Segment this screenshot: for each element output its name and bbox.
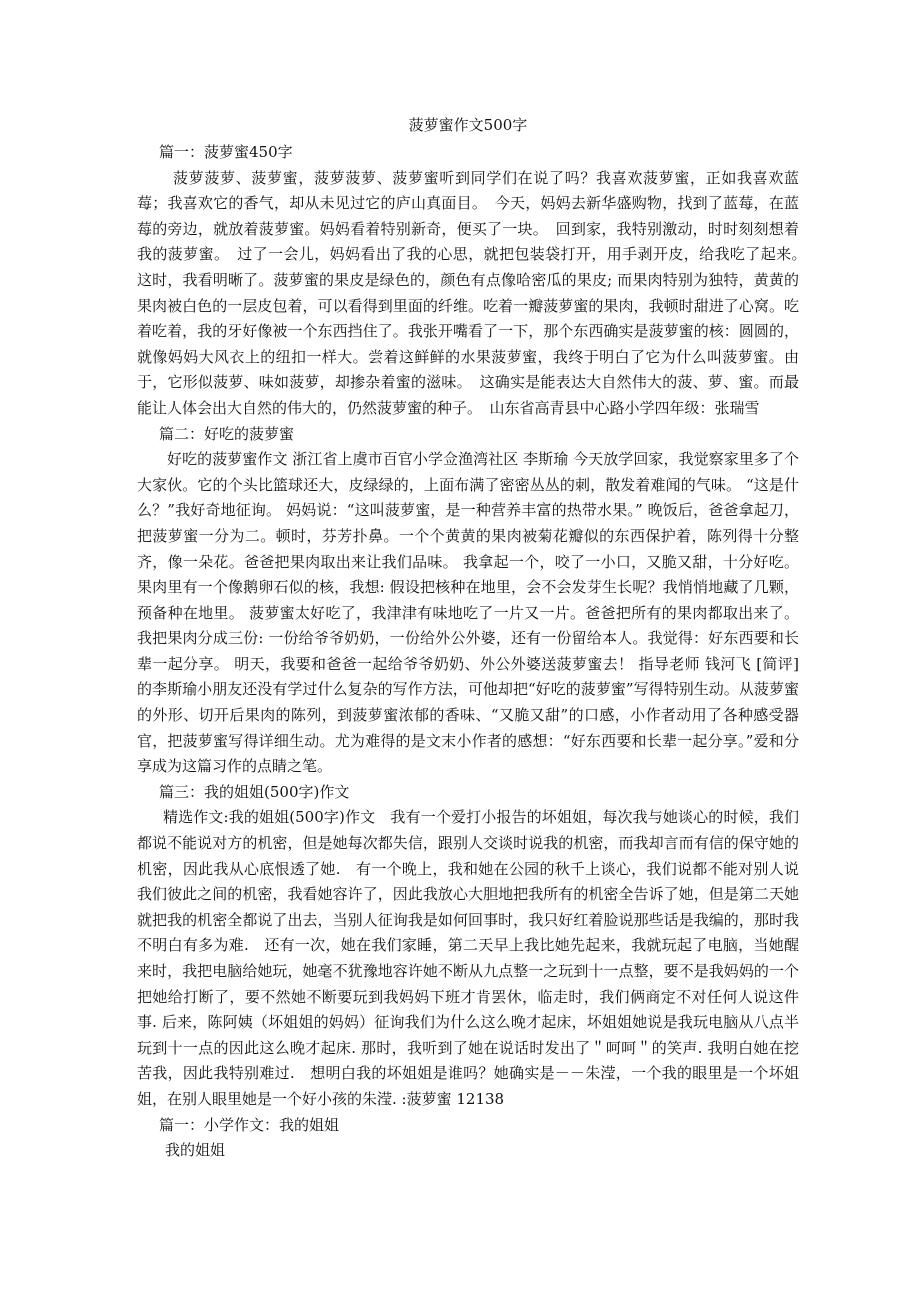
section-3-heading: 篇三：我的姐姐(500字)作文 [159,782,350,801]
document-title: 菠萝蜜作文500字 [408,116,528,134]
trailing-section-heading: 篇一：小学作文：我的姐姐 [159,1115,340,1134]
section-1-heading: 篇一：菠萝蜜450字 [159,143,293,161]
trailing-subheading: 我的姐姐 [165,1141,226,1160]
section-2-heading: 篇二：好吃的菠萝蜜 [159,424,295,443]
section-3-body: 精选作文:我的姐姐(500字)作文 我有一个爱打小报告的坏姐姐，每次我与她谈心的时候，我们都说不能说对方的机密，但是她每次都失信，跟别人交谈时说我的机密，而我却言而有信的保守她的机密，因此我从心底恨透了她. 有一个晚上，我和她在公园的秋千上谈心，我们说都不能对别人说我们彼此之间的机密，我看她容许了，因此我放心大胆地把我所有的机密全告诉了她，但是第二天她就把我的机密全都说了出去，当别人征询我是如何回事时，我只好红着脸说那些话是我编的，那时我不明白有多为难. 还有一次，她在我们家睡，第二天早上我比她先起来，我就玩起了电脑，当她醒来时，我把电脑给她玩，她毫不犹豫地容许她不断从九点整一之玩到十一点整，要不是我妈妈的一个把她给打断了，要不然她不断要玩到我妈妈下班才肯罢休，临走时，我们俩商定不对任何人说这件事. 后来，陈阿姨（坏姐姐的妈妈）征询我们为什么这么晚才起床，坏姐姐她说是我玩电脑从八点半玩到十一点的因此这么晚才起床. 那时，我听到了她在说话时发出了＂呵呵＂的笑声. 我明白她在挖苦我，因此我特别难过. 想明白我的坏姐姐是谁吗？她确实是－－朱滢，一个我的眼里是一个坏姐姐，在别人眼里她是一个好小孩的朱滢. :菠萝蜜 12138 [137,808,799,1108]
section-2-body: 好吃的菠萝蜜作文 浙江省上虞市百官小学佥渔湾社区 李斯瑜 今天放学回家，我觉察家里多了个大家伙。它的个头比篮球还大，皮绿绿的，上面布满了密密丛丛的刺，散发着难闻的气味。 “这是什么？”我好奇地征询。 妈妈说：“这叫菠萝蜜，是一种营养丰富的热带水果。” 晚饭后，爸爸拿起刀，把菠萝蜜一分为二。顿时，芬芳扑鼻。一个个黄黄的果肉被菊花瓣似的东西保护着，陈列得十分整齐，像一朵花。爸爸把果肉取出来让我们品味。 我拿起一个，咬了一小口，又脆又甜，十分好吃。果肉里有一个像鹅卵石似的核，我想: 假设把核种在地里，会不会发芽生长呢？我悄悄地藏了几颗，预备种在地里。 菠萝蜜太好吃了，我津津有味地吃了一片又一片。爸爸把所有的果肉都取出来了。我把果肉分成三份: 一份给爷爷奶奶，一份给外公外婆，还有一份留给本人。我觉得：好东西要和长辈一起分享。 明天，我要和爸爸一起给爷爷奶奶、外公外婆送菠萝蜜去！ 指导老师 钱河飞 [简评] 的李斯瑜小朋友还没有学过什么复杂的写作方法，可他却把“好吃的菠萝蜜”写得特别生动。从菠萝蜜的外形、切开后果肉的陈列，到菠萝蜜浓郁的香味、“又脆又甜”的口感，小作者动用了各种感受器官，把菠萝蜜写得详细生动。尤为难得的是文末小作者的感想：“好东西要和长辈一起分享。”爱和分享成为这篇习作的点睛之笔。 [137,450,799,776]
document-body [137,113,815,1164]
section-1-body: 菠萝菠萝、菠萝蜜，菠萝菠萝、菠萝蜜听到同学们在说了吗？我喜欢菠萝蜜，正如我喜欢蓝莓；我喜欢它的香气，却从未见过它的庐山真面目。 今天，妈妈去新华盛购物，找到了蓝莓，在蓝莓的旁边，就放着菠萝蜜。妈妈看着特别新奇，便买了一块。 回到家，我特别激动，时时刻刻想着我的菠萝蜜。 过了一会儿，妈妈看出了我的心思，就把包装袋打开，用手剥开皮，给我吃了起来。 这时，我看明晰了。菠萝蜜的果皮是绿色的，颜色有点像哈密瓜的果皮; 而果肉特别为独特，黄黄的果肉被白色的一层皮包着，可以看得到里面的纤维。吃着一瓣菠萝蜜的果肉，我顿时甜进了心窝。吃着吃着，我的牙好像被一个东西挡住了。我张开嘴看了一下，那个东西确实是菠萝蜜的核：圆圆的，就像妈妈大风衣上的纽扣一样大。尝着这鲜鲜的水果菠萝蜜，我终于明白了它为什么叫菠萝蜜。由于，它形似菠萝、味如菠萝，却掺杂着蜜的滋味。 这确实是能表达大自然伟大的菠、萝、蜜。而最能让人体会出大自然的伟大的，仍然菠萝蜜的种子。 山东省高青县中心路小学四年级：张瑞雪 [137,168,815,417]
